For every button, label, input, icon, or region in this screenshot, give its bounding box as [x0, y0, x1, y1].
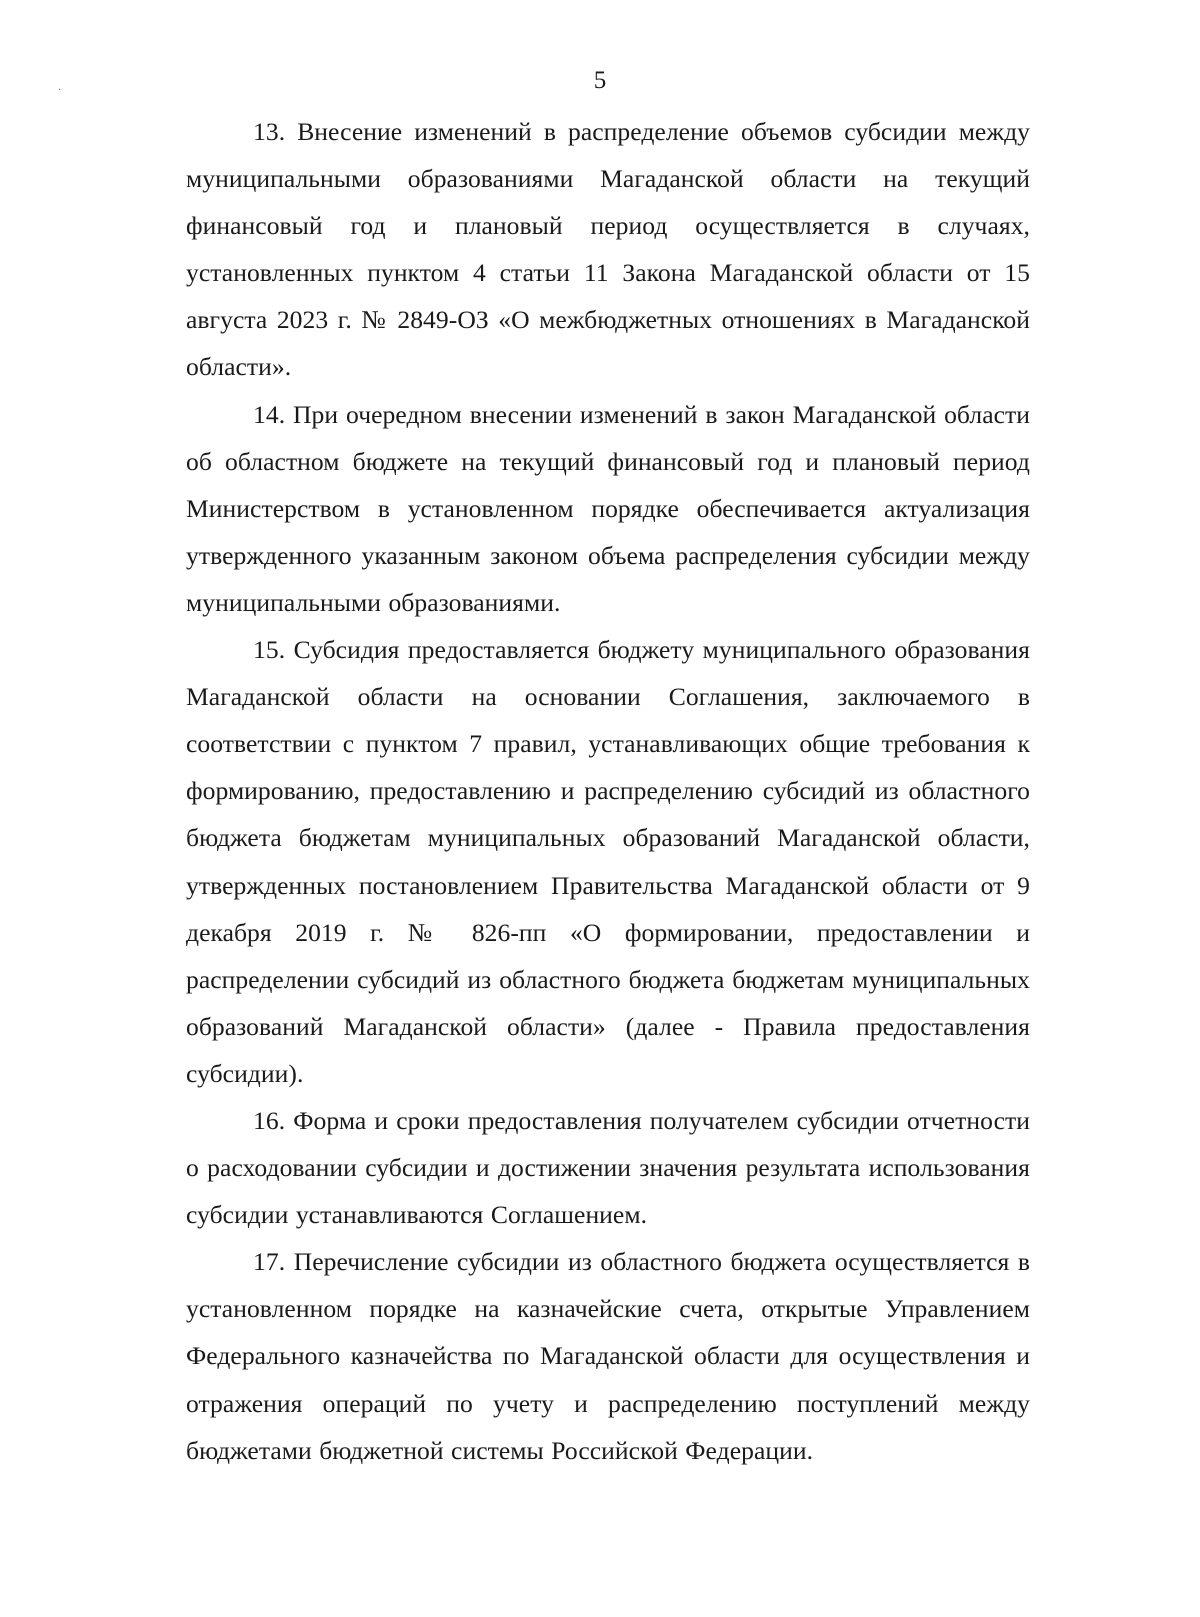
scan-speck: ·	[58, 85, 62, 96]
page-number: 5	[593, 67, 607, 94]
document-body	[186, 108, 1030, 1474]
paragraph-13: 13. Внесение изменений в распределение объемов субсидии между муниципальными образованиями Магаданской области на текущий финансовый год и плановый период осуществляется в случаях, установленных пунктом 4 статьи 11 Закона Магаданской области от 15 августа 2023 г. № 2849-ОЗ «О межбюджетных отношениях в Магаданской области».	[186, 117, 1030, 382]
paragraph-15: 15. Субсидия предоставляется бюджету муниципального образования Магаданской области на основании Соглашения, заключаемого в соответствии с пунктом 7 правил, устанавливающих общие требования к формированию, предоставлению и распределению субсидий из областного бюджета бюджетам муниципальных образований Магаданской области, утвержденных постановлением Правительства Магаданской области от 9 декабря 2019 г. № 826-пп «О формировании, предоставлении и распределении субсидий из областного бюджета бюджетам муниципальных образований Магаданской области» (далее - Правила предоставления субсидии).	[186, 635, 1030, 1088]
paragraph-16: 16. Форма и сроки предоставления получателем субсидии отчетности о расходовании субсидии и достижении значения результата использования субсидии устанавливаются Соглашением.	[186, 1105, 1030, 1230]
paragraph-17: 17. Перечисление субсидии из областного бюджета осуществляется в установленном порядке на казначейские счета, открытые Управлением Федерального казначейства по Магаданской области для осуществления и отражения операций по учету и распределению поступлений между бюджетами бюджетной системы Российской Федерации.	[186, 1247, 1030, 1465]
paragraph-14: 14. При очередном внесении изменений в закон Магаданской области об областном бюджете на текущий финансовый год и плановый период Министерством в установленном порядке обеспечивается актуализация утвержденного указанным законом объема распределения субсидии между муниципальными образованиями.	[186, 399, 1030, 617]
